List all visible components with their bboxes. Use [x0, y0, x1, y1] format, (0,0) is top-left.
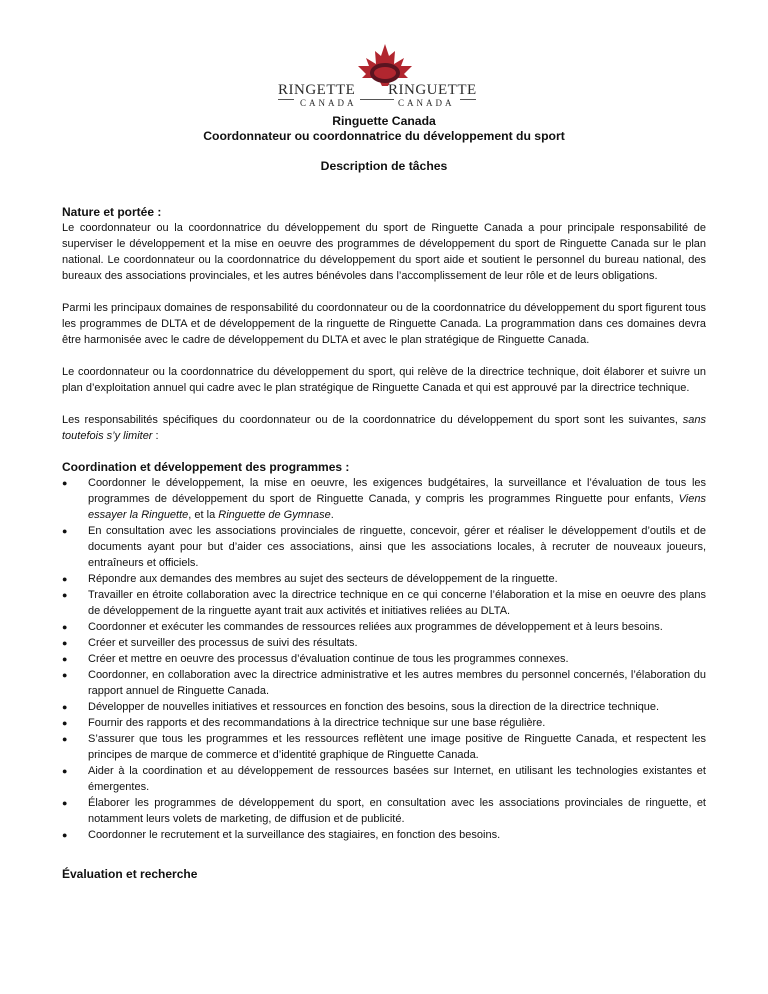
list-item: ● Aider à la coordination et au développement de ressources basées sur Internet, en utilisant les technologies existantes et émergentes. [62, 763, 706, 795]
doc-type: Description de tâches [320, 159, 448, 173]
org-name: Ringuette Canada [332, 114, 436, 128]
italic-text: sans toutefois s’y limiter [62, 414, 706, 442]
logo-rule [460, 99, 476, 100]
ringette-canada-logo [270, 42, 500, 112]
position-title: Coordonnateur ou coordonnatrice du développement du sport [203, 129, 565, 143]
list-item: ● Travailler en étroite collaboration avec la directrice technique en ce qui concerne l’élaboration et la mise en oeuvre des plans de développement de la ringuette ayant trait aux activités et initiatives reliées au DLTA. [62, 587, 706, 619]
list-item: ● Coordonner le recrutement et la surveillance des stagiaires, en fonction des besoins. [62, 827, 706, 843]
list-item: ● Créer et surveiller des processus de suivi des résultats. [62, 635, 706, 651]
logo-sub-right: CANADA [398, 98, 455, 108]
responsibilities-list [62, 475, 706, 843]
paragraph-end: : [152, 430, 159, 442]
list-item-text: . [330, 509, 334, 521]
italic-text: Ringuette de Gymnase [218, 509, 331, 521]
list-item: ● Coordonner et exécuter les commandes de ressources reliées aux programmes de développement et à leurs besoins. [62, 619, 706, 635]
list-item: ● Répondre aux demandes des membres au sujet des secteurs de développement de la ringuette. [62, 571, 706, 587]
paragraph [62, 412, 706, 444]
logo-sub-left: CANADA [300, 98, 357, 108]
list-item-text: Coordonner le développement, la mise en oeuvre, les exigences budgétaires, la surveillance et l’évaluation de tous les programmes de développement du sport de Ringuette Canada, y compris les programmes Ringuette pour enfants, [88, 477, 706, 505]
list-item-text: , et la [188, 509, 219, 521]
list-item: ● Fournir des rapports et des recommandations à la directrice technique sur une base régulière. [62, 715, 706, 731]
list-item: ● Coordonner, en collaboration avec la directrice administrative et les autres membres du personnel concernés, l’élaboration du rapport annuel de Ringuette Canada. [62, 667, 706, 699]
document-body [62, 205, 706, 882]
section-title-nature: Nature et portée : [62, 205, 162, 219]
logo-word-left: RINGETTE [278, 82, 356, 98]
italic-text: Viens essayer la Ringuette [88, 493, 706, 521]
section-title-evaluation: Évaluation et recherche [62, 867, 198, 881]
list-item [62, 475, 706, 523]
list-item: ● Créer et mettre en oeuvre des processus d’évaluation continue de tous les programmes connexes. [62, 651, 706, 667]
list-item: ● Développer de nouvelles initiatives et ressources en fonction des besoins, sous la direction de la directrice technique. [62, 699, 706, 715]
paragraph: Le coordonnateur ou la coordonnatrice du développement du sport, qui relève de la directrice technique, doit élaborer et suivre un plan d’exploitation annuel qui cadre avec le plan stratégique de Ringuette Canada et qui est approuvé par la directrice technique. [62, 366, 706, 394]
paragraph: Le coordonnateur ou la coordonnatrice du développement du sport de Ringuette Canada a pour principale responsabilité de superviser le développement et la mise en oeuvre des programmes de développement du sport de Ringuette Canada sur le plan national. Le coordonnateur ou la coordonnatrice du développement du sport aide et soutient le personnel du bureau national, des bureaux des associations provinciales, et les autres bénévoles dans l’accomplissement de leur rôle et de leurs obligations. [62, 222, 706, 282]
logo-word-right: RINGUETTE [388, 82, 477, 98]
list-item: ● En consultation avec les associations provinciales de ringuette, concevoir, gérer et réaliser le développement d’outils et de documents ayant pour but d’aider ces associations, ainsi que les associations locales, à recruter de nouveaux joueurs, entraîneurs et officiels. [62, 523, 706, 571]
logo-rule [278, 99, 294, 100]
paragraph-text: Les responsabilités spécifiques du coordonnateur ou de la coordonnatrice du développement du sport sont les suivantes, [62, 414, 678, 426]
logo-rule [360, 99, 394, 100]
section-title-coordination: Coordination et développement des programmes : [62, 460, 350, 474]
paragraph: Parmi les principaux domaines de responsabilité du coordonnateur ou de la coordonnatrice du développement du sport figurent tous les programmes de DLTA et de développement de la ringuette de Ringuette Canada. La programmation dans ces domaines devra être harmonisée avec le cadre de développement du DLTA et avec le plan stratégique de Ringuette Canada. [62, 302, 706, 346]
list-item: ● Élaborer les programmes de développement du sport, en consultation avec les associations provinciales de ringuette, et notamment leurs volets de marketing, de diffusion et de publicité. [62, 795, 706, 827]
list-item: ● S’assurer que tous les programmes et les ressources reflètent une image positive de Ringuette Canada, et respectent les principes de marque de commerce et d’identité graphique de Ringuette Canada. [62, 731, 706, 763]
